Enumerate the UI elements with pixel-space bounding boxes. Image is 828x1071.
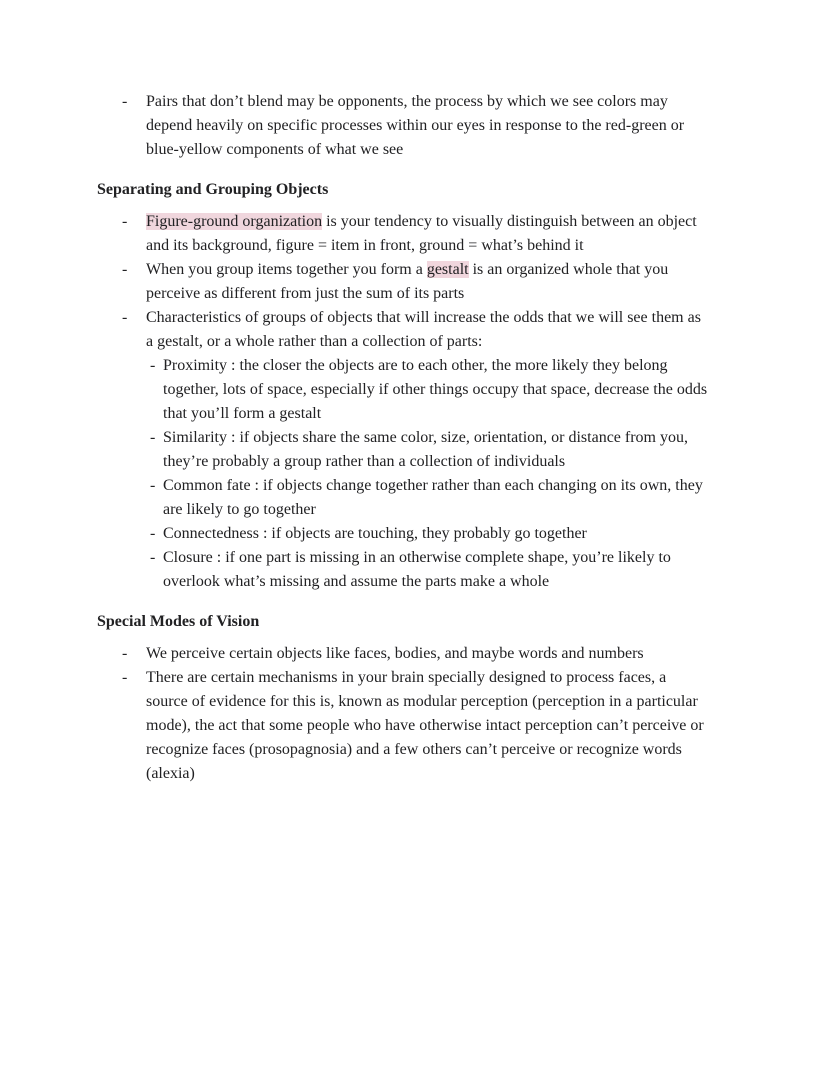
bullet-dash: - <box>122 261 128 278</box>
sub-bullet-text: Common fate : if objects change together rather than each changing on its own, they are likely to go together <box>163 477 703 518</box>
notes-document <box>97 90 711 786</box>
bullet-dash: - <box>150 429 156 446</box>
bullet-dash: - <box>122 669 128 686</box>
bullet-item <box>97 306 711 354</box>
bullet-text: Characteristics of groups of objects that will increase the odds that we will see them as a gestalt, or a whole rather than a collection of parts: <box>146 309 701 350</box>
highlighted-term-gestalt: gestalt <box>426 261 469 278</box>
sub-bullet-text: Connectedness : if objects are touching, they probably go together <box>163 525 587 542</box>
sub-bullet-item <box>97 426 711 474</box>
bullet-item <box>97 666 711 786</box>
bullet-dash: - <box>150 525 156 542</box>
bullet-dash: - <box>122 645 128 662</box>
bullet-dash: - <box>122 213 128 230</box>
sub-bullet-text: Proximity : the closer the objects are to each other, the more likely they belong together, lots of space, especially if other things occupy that space, decrease the odds that you’ll form a gestalt <box>163 357 708 422</box>
sub-bullet-text: Similarity : if objects share the same color, size, orientation, or distance from you, they’re probably a group rather than a collection of individuals <box>163 429 688 470</box>
section-heading-special-modes: Special Modes of Vision <box>97 613 260 630</box>
sub-bullet-text: Closure : if one part is missing in an otherwise complete shape, you’re likely to overlook what’s missing and assume the parts make a whole <box>163 549 671 590</box>
bullet-item <box>97 210 711 258</box>
bullet-dash: - <box>150 477 156 494</box>
bullet-text: is an organized whole that you perceive as different from just the sum of its parts <box>146 261 669 302</box>
sub-bullet-item <box>97 354 711 426</box>
bullet-item <box>97 90 711 162</box>
bullet-item <box>97 258 711 306</box>
bullet-dash: - <box>150 549 156 566</box>
bullet-text: There are certain mechanisms in your brain specially designed to process faces, a source of evidence for this is, known as modular perception (perception in a particular mode), the act that some people who have otherwise intact perception can’t perceive or recognize faces (prosopagnosia) and a few others can’t perceive or recognize words (alexia) <box>146 669 704 782</box>
sub-bullet-item <box>97 522 711 546</box>
section-heading-separating-grouping: Separating and Grouping Objects <box>97 181 329 198</box>
bullet-dash: - <box>122 93 128 110</box>
bullet-dash: - <box>150 357 156 374</box>
bullet-item <box>97 642 711 666</box>
bullet-text: Pairs that don’t blend may be opponents, the process by which we see colors may depend heavily on specific processes within our eyes in response to the red-green or blue-yellow components of what we see <box>146 93 685 158</box>
sub-bullet-item <box>97 474 711 522</box>
highlighted-term-figure-ground: Figure-ground organization <box>146 213 323 230</box>
bullet-dash: - <box>122 309 128 326</box>
bullet-text: When you group items together you form a <box>146 261 427 278</box>
sub-bullet-item <box>97 546 711 594</box>
bullet-text: We perceive certain objects like faces, bodies, and maybe words and numbers <box>146 645 644 662</box>
bullet-text: is your tendency to visually distinguish between an object and its background, figure = item in front, ground = what’s behind it <box>146 213 697 254</box>
